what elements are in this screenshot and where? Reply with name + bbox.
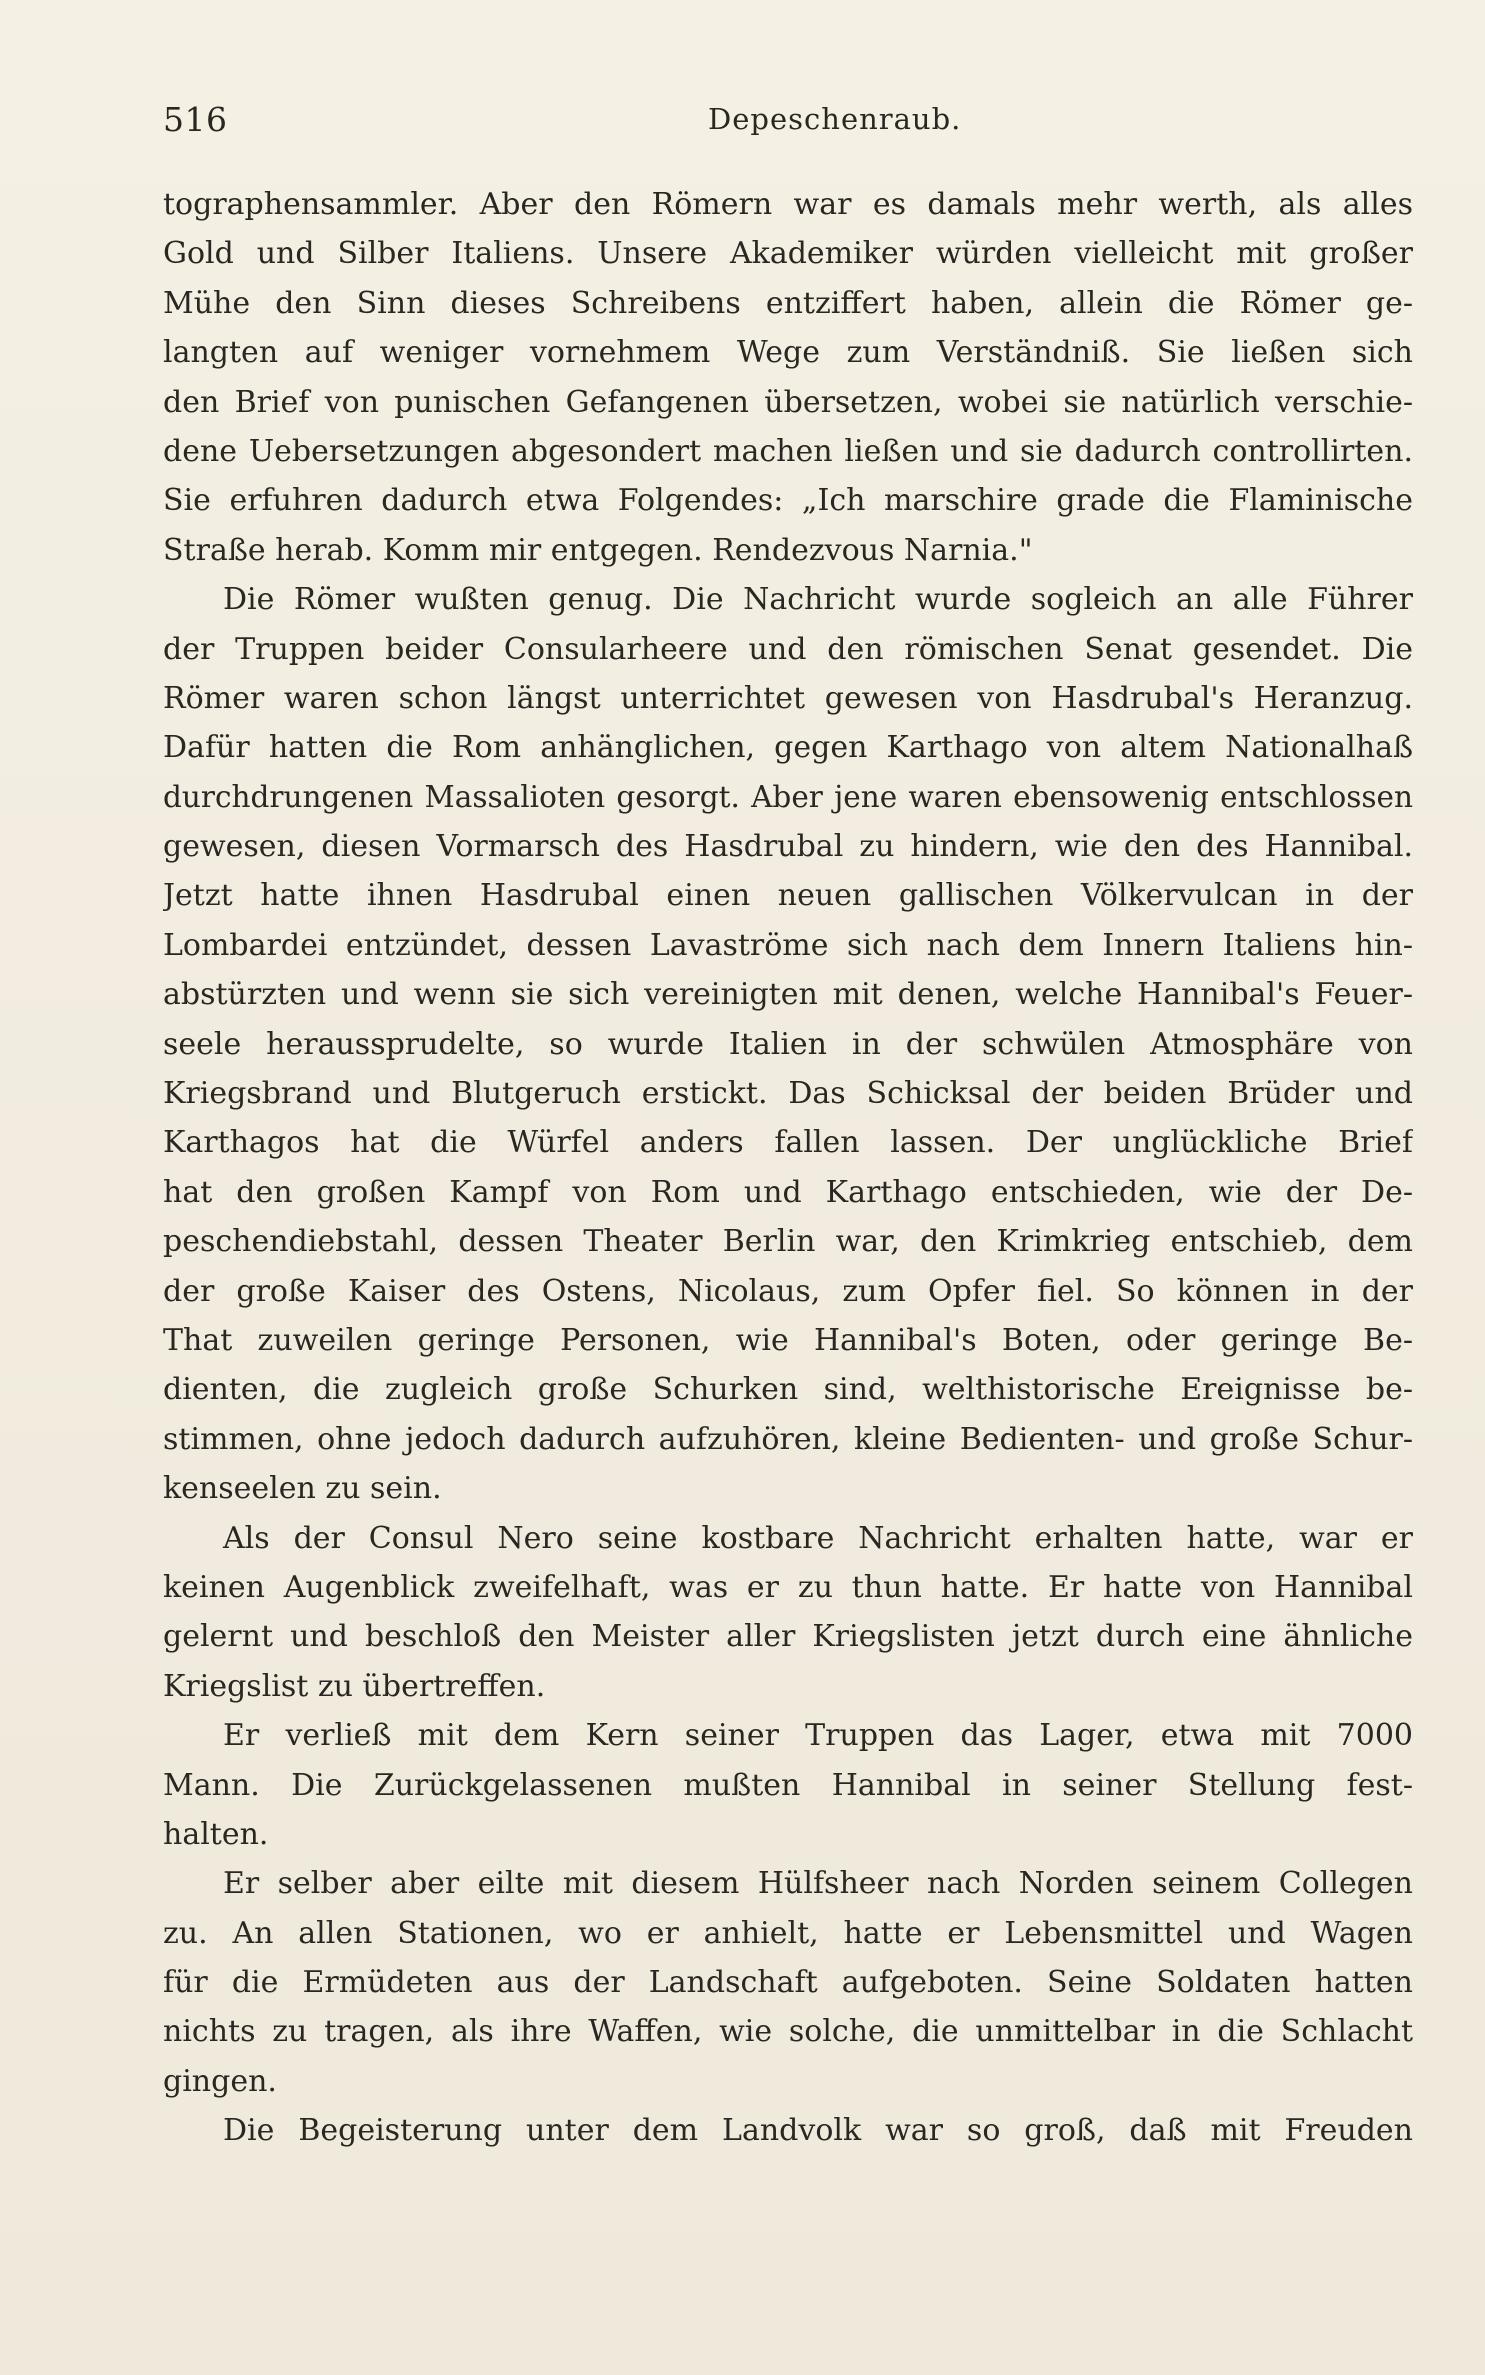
text-line: der Truppen beider Consularheere und den römischen Senat gesendet. Die [163, 631, 1413, 667]
text-line: abstürzten und wenn sie sich vereinigten mit denen, welche Hannibal's Feuer- [163, 977, 1413, 1013]
text-line: zu. An allen Stationen, wo er anhielt, hatte er Lebensmittel und Wagen [163, 1915, 1413, 1951]
text-line: Gold und Silber Italiens. Unsere Akademiker würden vielleicht mit großer [163, 236, 1413, 272]
text-line: Kriegslist zu übertreffen. [163, 1668, 546, 1704]
text-line: Die Römer wußten genug. Die Nachricht wurde sogleich an alle Führer [223, 582, 1413, 618]
text-line: Kriegsbrand und Blutgeruch erstickt. Das Schicksal der beiden Brüder und [163, 1076, 1413, 1112]
text-line: That zuweilen geringe Personen, wie Hannibal's Boten, oder geringe Be- [163, 1322, 1413, 1358]
running-title: Depeschenraub. [708, 102, 962, 136]
page-header [163, 100, 1413, 150]
text-line: gelernt und beschloß den Meister aller Kriegslisten jetzt durch eine ähnliche [163, 1619, 1413, 1655]
body-text [163, 180, 1413, 2156]
text-line: durchdrungenen Massalioten gesorgt. Aber jene waren ebensowenig entschlossen [163, 779, 1413, 814]
text-line: langten auf weniger vornehmem Wege zum Verständniß. Sie ließen sich [163, 335, 1413, 371]
text-line: stimmen, ohne jedoch dadurch aufzuhören, kleine Bedienten- und große Schur- [163, 1421, 1413, 1457]
text-line: Jetzt hatte ihnen Hasdrubal einen neuen gallischen Völkervulcan in der [163, 878, 1413, 914]
text-line: Dafür hatten die Rom anhänglichen, gegen Karthago von altem Nationalhaß [163, 730, 1413, 766]
text-line: gewesen, diesen Vormarsch des Hasdrubal zu hindern, wie den des Hannibal. [163, 829, 1413, 865]
text-line: Lombardei entzündet, dessen Lavaströme sich nach dem Innern Italiens hin- [163, 927, 1413, 963]
text-line: Er selber aber eilte mit diesem Hülfsheer nach Norden seinem Collegen [223, 1866, 1413, 1902]
text-line: Er verließ mit dem Kern seiner Truppen das Lager, etwa mit 7000 [223, 1718, 1413, 1754]
text-line: Römer waren schon längst unterrichtet gewesen von Hasdrubal's Heranzug. [163, 680, 1413, 716]
text-line: Mühe den Sinn dieses Schreibens entziffert haben, allein die Römer ge- [163, 285, 1413, 321]
text-line: kenseelen zu sein. [163, 1471, 442, 1507]
text-line: für die Ermüdeten aus der Landschaft aufgeboten. Seine Soldaten hatten [163, 1965, 1413, 2001]
text-line: hat den großen Kampf von Rom und Karthago entschieden, wie der De- [163, 1174, 1413, 1210]
text-line: den Brief von punischen Gefangenen übersetzen, wobei sie natürlich verschie- [163, 384, 1413, 420]
text-line: peschendiebstahl, dessen Theater Berlin war, den Krimkrieg entschieb, dem [163, 1224, 1413, 1260]
text-line: Als der Consul Nero seine kostbare Nachricht erhalten hatte, war er [223, 1520, 1413, 1556]
text-line: Mann. Die Zurückgelassenen mußten Hannibal in seiner Stellung fest- [163, 1767, 1413, 1803]
page-number: 516 [163, 100, 228, 139]
text-line: dene Uebersetzungen abgesondert machen ließen und sie dadurch controllirten. [163, 433, 1413, 469]
text-line: Karthagos hat die Würfel anders fallen lassen. Der unglückliche Brief [163, 1125, 1413, 1161]
text-line: halten. [163, 1816, 269, 1852]
text-line: nichts zu tragen, als ihre Waffen, wie solche, die unmittelbar in die Schlacht [163, 2014, 1413, 2050]
text-line: Sie erfuhren dadurch etwa Folgendes: „Ich marschire grade die Flaminische [163, 483, 1413, 519]
text-line: Die Begeisterung unter dem Landvolk war so groß, daß mit Freuden [223, 2113, 1413, 2149]
text-line: der große Kaiser des Ostens, Nicolaus, zum Opfer fiel. So können in der [163, 1273, 1413, 1309]
text-line: keinen Augenblick zweifelhaft, was er zu thun hatte. Er hatte von Hannibal [163, 1569, 1413, 1605]
text-line: dienten, die zugleich große Schurken sind, welthistorische Ereignisse be- [163, 1372, 1413, 1408]
text-line: gingen. [163, 2063, 277, 2099]
text-line: tographensammler. Aber den Römern war es damals mehr werth, als alles [163, 187, 1413, 222]
text-line: Straße herab. Komm mir entgegen. Rendezvous Narnia." [163, 532, 1033, 568]
text-line: seele heraussprudelte, so wurde Italien in der schwülen Atmosphäre von [163, 1026, 1413, 1062]
